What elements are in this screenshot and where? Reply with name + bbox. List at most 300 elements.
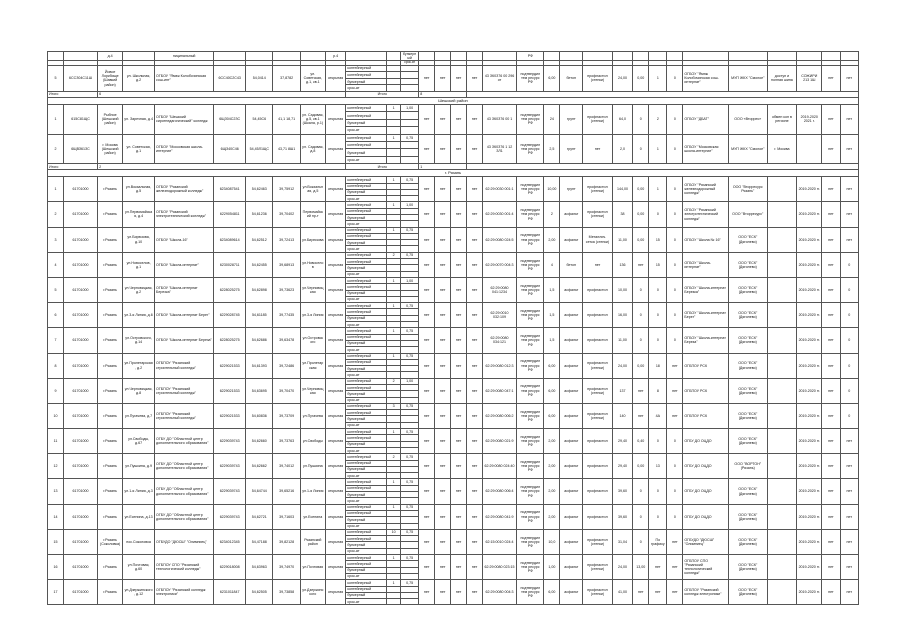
- table-cell: [123, 52, 155, 61]
- flag: нет: [840, 202, 859, 227]
- value: 144,00: [612, 177, 633, 202]
- organization: ОГБУ ДО "Областной центр дополнительного образования": [155, 504, 214, 529]
- owner: ОГБОУ "Рязанский железнодорожный колледж": [683, 177, 729, 202]
- surface: асфальт: [560, 555, 583, 580]
- container-type: срок-ат: [346, 221, 387, 227]
- container-volume: 0,75: [401, 479, 419, 485]
- value: 4А: [649, 403, 667, 428]
- flag: нет: [467, 429, 483, 454]
- container-type: контейнерный: [346, 479, 387, 485]
- container-count: 1: [387, 555, 401, 561]
- value: 0: [633, 277, 649, 302]
- organization: ОГБОУ "Московская школа-интернат": [155, 134, 214, 164]
- value: 16,00: [612, 303, 633, 328]
- address: ул.Пугачева, д.7: [123, 403, 155, 428]
- flag: нет: [467, 479, 483, 504]
- cadastral-number: 62:29:0080 021:9: [482, 429, 516, 454]
- longitude: 39,77435: [273, 303, 300, 328]
- flag: нет: [840, 227, 859, 252]
- value: нет: [633, 378, 649, 403]
- owner: ОГБПОУ РСК: [683, 378, 729, 403]
- area: 10,00: [544, 177, 560, 202]
- source: [767, 328, 797, 353]
- container-type: контейнерный: [346, 510, 387, 516]
- locality: г.Рязань: [98, 277, 123, 302]
- address: ул. Заречная, д.4: [123, 105, 155, 135]
- container-count: [387, 127, 401, 134]
- flag: нет: [419, 403, 435, 428]
- value: нет: [649, 580, 667, 605]
- area: 2,00: [544, 429, 560, 454]
- table-cell: [300, 52, 325, 61]
- site-type: открытая: [325, 353, 346, 378]
- flag: нет: [419, 580, 435, 605]
- container-type: контейнерный: [346, 259, 387, 265]
- flag: нет: [467, 303, 483, 328]
- source: [767, 429, 797, 454]
- area: 4: [544, 252, 560, 277]
- period: 2019-2020 гг.: [797, 555, 822, 580]
- flag: 0: [840, 303, 859, 328]
- surface: асфальт: [560, 479, 583, 504]
- flag: нет: [419, 479, 435, 504]
- value: 0: [667, 252, 683, 277]
- organization: ОГБУ ДО "Областной центр дополнительного образования": [155, 454, 214, 479]
- record-number: 6: [48, 303, 64, 328]
- container-type: бункерный: [346, 391, 387, 397]
- locality: г.Рязань: [98, 252, 123, 277]
- container-count: [387, 65, 401, 72]
- container-count: 10: [387, 529, 401, 535]
- record-number: 14: [48, 504, 64, 529]
- landmark: ул.Вокзальная, д.5: [300, 177, 325, 202]
- flag: нет: [467, 403, 483, 428]
- inn: 6234089614: [214, 227, 246, 252]
- organization: ОГБОУ "Рязанский железнодорожный колледж": [155, 177, 214, 202]
- period: СОЖИРИ 213 1Ш: [797, 65, 822, 91]
- table-cell: [273, 52, 300, 61]
- landmark: ул. Садовая, д.5, кв.1 (Шкала, р.1): [300, 105, 325, 135]
- landmark: ул.Островского: [300, 328, 325, 353]
- container-type: бункерный: [346, 119, 387, 126]
- container-type: контейнерный: [346, 72, 387, 79]
- area: 6,00: [544, 403, 560, 428]
- operator: ООО "ЕСК" (Дягилево): [728, 403, 767, 428]
- table-cell: [667, 52, 683, 61]
- flag: нет: [435, 403, 451, 428]
- table-cell: [797, 52, 822, 61]
- container-type: контейнерный: [346, 403, 387, 409]
- oktmo-code: 61701000: [63, 479, 97, 504]
- container-count: [387, 85, 401, 92]
- site-type: открытая: [325, 504, 346, 529]
- value: 8: [649, 378, 667, 403]
- table-cell: [419, 52, 435, 61]
- period: 2019-2020 гг.: [797, 227, 822, 252]
- inn: 6229039743: [214, 454, 246, 479]
- flag: нет: [451, 353, 467, 378]
- record-row: [48, 134, 859, 141]
- container-type: контейнерный: [346, 309, 387, 315]
- container-type: контейнерный: [346, 227, 387, 233]
- surface: асфальт: [560, 454, 583, 479]
- flag: нет: [435, 65, 451, 91]
- site-type: открытая: [325, 454, 346, 479]
- container-volume: 1,00: [401, 105, 419, 112]
- locality: г.Рязань: [98, 454, 123, 479]
- organization: ОГБПОУ "Рязанский колледж электроники": [155, 580, 214, 605]
- container-type: срок-ат: [346, 156, 387, 163]
- value: 0,00: [633, 454, 649, 479]
- owner: ОГБУ ДО ОЦДО: [683, 454, 729, 479]
- total-value: 8: [419, 92, 467, 98]
- container-count: 1: [387, 479, 401, 485]
- document-type: подтвердил тем ресурс РФ: [517, 277, 544, 302]
- flag: нет: [822, 504, 840, 529]
- flag: нет: [435, 227, 451, 252]
- oktmo-code: 61701000: [63, 454, 97, 479]
- container-type: срок-ат: [346, 397, 387, 403]
- flag: нет: [435, 529, 451, 554]
- fence: профнастил: [583, 479, 613, 504]
- oktmo-code: 61701000: [63, 580, 97, 605]
- container-count: 3: [387, 403, 401, 409]
- longitude: 39,73623: [273, 277, 300, 302]
- container-count: 1: [387, 580, 401, 586]
- operator: ООО "Вторресурс Рязань": [728, 177, 767, 202]
- fence: профнастил (стенки): [583, 202, 613, 227]
- flag: нет: [467, 105, 483, 135]
- operator: ООО "ЕСК" (Дягилево): [728, 227, 767, 252]
- table-cell: [214, 52, 246, 61]
- container-volume: 0,75: [401, 303, 419, 309]
- period: 2019-2020 гг.: [797, 277, 822, 302]
- longitude: 39,74012: [273, 454, 300, 479]
- locality: г.Рязань: [98, 429, 123, 454]
- total-value: 2: [98, 164, 346, 170]
- flag: нет: [451, 277, 467, 302]
- flag: нет: [822, 403, 840, 428]
- container-type: контейнерный: [346, 410, 387, 416]
- record-number: 3: [48, 227, 64, 252]
- record-number: 11: [48, 429, 64, 454]
- value: 0: [667, 303, 683, 328]
- source: г. Москва: [767, 134, 797, 164]
- address: ул.1-я Линия, д.3: [123, 479, 155, 504]
- container-type: контейнерный: [346, 105, 387, 112]
- flag: нет: [467, 454, 483, 479]
- inn: 6229028745: [214, 303, 246, 328]
- container-type: контейнерный: [346, 529, 387, 535]
- flag: нет: [840, 65, 859, 91]
- longitude: 39,82128: [273, 529, 300, 554]
- container-type: контейнерный: [346, 536, 387, 542]
- table-cell: [346, 52, 387, 61]
- area: 2,5: [544, 134, 560, 164]
- organization: ОГБУ ДО "Областной центр дополнительного образования": [155, 479, 214, 504]
- organization: ОГБПОУ СПО "Рязанский технологический колледж": [155, 555, 214, 580]
- container-type: контейнерный: [346, 303, 387, 309]
- flag: нет: [467, 529, 483, 554]
- cadastral-number: 62:29:0080 006:2: [482, 403, 516, 428]
- period: 2019-2020 гг.: [797, 529, 822, 554]
- container-type: контейнерный: [346, 112, 387, 119]
- value: 38: [612, 202, 633, 227]
- value: 0: [649, 202, 667, 227]
- surface: асфальт: [560, 529, 583, 554]
- container-type: контейнерный: [346, 284, 387, 290]
- record-number: 12: [48, 454, 64, 479]
- oktmo-code: 61701000: [63, 353, 97, 378]
- value: 2: [649, 105, 667, 135]
- flag: нет: [451, 65, 467, 91]
- value: 29,40: [612, 429, 633, 454]
- address: ул.Черновицкая, д.2: [123, 277, 155, 302]
- flag: нет: [419, 303, 435, 328]
- period: 2019-2020 гг.: [797, 429, 822, 454]
- container-count: [387, 78, 401, 85]
- value: нет: [633, 580, 649, 605]
- inn: 6229054811: [214, 202, 246, 227]
- period: 2019-2020 гг.: [797, 303, 822, 328]
- source: [767, 202, 797, 227]
- address: ул. Школьная, д.2: [123, 65, 155, 91]
- operator: ООО "ЕСК" (Дягилево): [728, 479, 767, 504]
- container-type: контейнерный: [346, 233, 387, 239]
- owner: ОГБПОУ СПО "Рязанский технологический колледж": [683, 555, 729, 580]
- flag: нет: [419, 105, 435, 135]
- longitude: 37,8782: [273, 65, 300, 91]
- value: 64,0: [612, 105, 633, 135]
- document-type: подтвердил тем ресурс РФ: [517, 378, 544, 403]
- record-number: 7: [48, 328, 64, 353]
- oktmo-code: 6ССЗ04С11Ш: [63, 65, 97, 91]
- area: 1,00: [544, 555, 560, 580]
- inn: 6229039743: [214, 504, 246, 529]
- container-volume: [401, 127, 419, 134]
- longitude: 39,70470: [273, 378, 300, 403]
- value: 41,00: [612, 580, 633, 605]
- operator: ООО "ЕСК" (Дягилево): [728, 555, 767, 580]
- site-type: открытая: [325, 555, 346, 580]
- value: 24,00: [612, 555, 633, 580]
- value: 24,00: [612, 65, 633, 91]
- area: 6,00: [544, 65, 560, 91]
- value: 0: [649, 303, 667, 328]
- landmark: Рязанский район: [300, 529, 325, 554]
- oktmo-code: 61701000: [63, 202, 97, 227]
- cadastral-number: 43 ЗК0З76 00 1: [482, 105, 516, 135]
- source: доступ и полная шина: [767, 65, 797, 91]
- flag: нет: [467, 504, 483, 529]
- container-volume: [401, 78, 419, 85]
- cadastral-number: 43 ЗК0З76 00 296 от: [482, 65, 516, 91]
- flag: нет: [435, 353, 451, 378]
- total-label: Итого: [346, 164, 419, 170]
- table-cell: срок-ат: [401, 61, 419, 65]
- landmark: ул.Есенина: [300, 504, 325, 529]
- organization: ОГБОУ "Школа-интернат Береза": [155, 328, 214, 353]
- oktmo-code: 61701000: [63, 252, 97, 277]
- address: ул.Пушкина, д.9: [123, 454, 155, 479]
- flag: нет: [840, 429, 859, 454]
- fence: профнастил (стенки): [583, 555, 613, 580]
- flag: нет: [467, 555, 483, 580]
- total-value: 6: [98, 92, 346, 98]
- cadastral-number: 62:15:0010 024:4: [482, 529, 516, 554]
- container-type: срок-ат: [346, 548, 387, 554]
- source: [767, 353, 797, 378]
- container-type: контейнерный: [346, 460, 387, 466]
- record-row: [48, 177, 859, 183]
- flag: нет: [435, 277, 451, 302]
- record-row: [48, 65, 859, 72]
- value: 1: [649, 134, 667, 164]
- container-type: контейнерный: [346, 504, 387, 510]
- flag: нет: [419, 504, 435, 529]
- organization: ОГБОУ "Школа-16": [155, 227, 214, 252]
- container-type: контейнерный: [346, 353, 387, 359]
- flag: нет: [822, 529, 840, 554]
- surface: асфальт: [560, 328, 583, 353]
- container-volume: 0,75: [401, 227, 419, 233]
- owner: ОГБОУ "Школа-интернат Березка": [683, 277, 729, 302]
- container-count: 1: [387, 105, 401, 112]
- container-volume: 0,75: [401, 429, 419, 435]
- value: 39,60: [612, 504, 633, 529]
- operator: ООО "ЕСК" (Дягилево): [728, 529, 767, 554]
- locality: г.Рязань: [98, 555, 123, 580]
- container-type: бункерный: [346, 315, 387, 321]
- inn: 6230028711: [214, 252, 246, 277]
- flag: нет: [435, 555, 451, 580]
- container-count: 1: [387, 328, 401, 334]
- value: 0: [667, 227, 683, 252]
- flag: нет: [451, 252, 467, 277]
- longitude: 39,75912: [273, 177, 300, 202]
- container-count: 1: [387, 227, 401, 233]
- flag: нет: [451, 454, 467, 479]
- latitude: 54,62512: [246, 227, 273, 252]
- section-header-row: [48, 98, 859, 105]
- container-type: срок-ат: [346, 599, 387, 605]
- container-count: 2: [387, 378, 401, 384]
- flag: нет: [451, 134, 467, 164]
- container-count: 1: [387, 177, 401, 183]
- site-type: открытая: [325, 277, 346, 302]
- flag: нет: [822, 252, 840, 277]
- flag: 0: [840, 403, 859, 428]
- container-type: срок-ат: [346, 127, 387, 134]
- flag: нет: [840, 454, 859, 479]
- container-type: срок-ат: [346, 271, 387, 277]
- source: [767, 177, 797, 202]
- organization: ОГБОУ "Ямэж Колобочинская сош-инт": [155, 65, 214, 91]
- value: 15: [649, 252, 667, 277]
- value: 11,00: [612, 328, 633, 353]
- flag: нет: [822, 454, 840, 479]
- flag: нет: [467, 353, 483, 378]
- table-cell: [683, 52, 729, 61]
- document-type: подтвердил тем ресурс РФ: [517, 479, 544, 504]
- container-type: бункерный: [346, 492, 387, 498]
- document-type: подтвердил тем ресурс РФ: [517, 555, 544, 580]
- container-type: бункерный: [346, 78, 387, 85]
- container-type: контейнерный: [346, 561, 387, 567]
- table-cell: [387, 52, 401, 61]
- latitude: 54,62721: [246, 504, 273, 529]
- value: 0: [633, 328, 649, 353]
- site-type: открытая: [325, 65, 346, 91]
- inn: 6229018008: [214, 555, 246, 580]
- area: 6,00: [544, 353, 560, 378]
- flag: нет: [419, 277, 435, 302]
- flag: нет: [435, 134, 451, 164]
- fence: профнастил (стенки): [583, 65, 613, 91]
- inn: 6234087541: [214, 177, 246, 202]
- cadastral-number: 62:29:0010 032:109: [482, 303, 516, 328]
- flag: нет: [840, 134, 859, 164]
- container-count: [387, 149, 401, 156]
- flag: нет: [840, 105, 859, 135]
- fence: профнастил: [583, 303, 613, 328]
- flag: нет: [435, 429, 451, 454]
- area: 6,00: [544, 580, 560, 605]
- container-volume: [401, 85, 419, 92]
- container-volume: 0,75: [401, 328, 419, 334]
- value: нет: [667, 580, 683, 605]
- area: 2,00: [544, 504, 560, 529]
- record-row: [48, 303, 859, 309]
- record-number: 10: [48, 403, 64, 428]
- oktmo-code: 615С81ЩС: [63, 105, 97, 135]
- container-type: контейнерный: [346, 134, 387, 141]
- value: 10,00: [612, 277, 633, 302]
- flag: нет: [451, 429, 467, 454]
- container-volume: [401, 119, 419, 126]
- table-cell: [482, 52, 516, 61]
- owner: ОГБУ ДО ОЦДО: [683, 429, 729, 454]
- surface: асфальт: [560, 303, 583, 328]
- container-volume: 0,75: [401, 555, 419, 561]
- total-value: 1: [419, 164, 467, 170]
- landmark: Первомайский пр-т: [300, 202, 325, 227]
- latitude: 54,45Л1ЩС: [246, 134, 273, 164]
- value: 0: [633, 479, 649, 504]
- area: 2,00: [544, 454, 560, 479]
- organization: ОГБОУ "Рязанский электротехнический колледж": [155, 202, 214, 227]
- container-type: срок-ат: [346, 422, 387, 428]
- site-type: открытая: [325, 378, 346, 403]
- period: 2019-2020 гг.: [797, 454, 822, 479]
- flag: нет: [419, 177, 435, 202]
- longitude: 39,68913: [273, 252, 300, 277]
- record-row: [48, 429, 859, 435]
- flag: нет: [419, 378, 435, 403]
- container-type: контейнерный: [346, 334, 387, 340]
- oktmo-code: 61701000: [63, 504, 97, 529]
- flag: нет: [451, 328, 467, 353]
- container-count: 1: [387, 303, 401, 309]
- container-type: контейнерный: [346, 359, 387, 365]
- container-volume: 0,75: [401, 353, 419, 359]
- section-title: Шешский район: [48, 98, 859, 105]
- table-cell: [63, 52, 97, 61]
- flag: 0: [840, 378, 859, 403]
- container-count: 1: [387, 353, 401, 359]
- source: [767, 252, 797, 277]
- organization: ОГБПОУ "Рязанский строительный колледж": [155, 378, 214, 403]
